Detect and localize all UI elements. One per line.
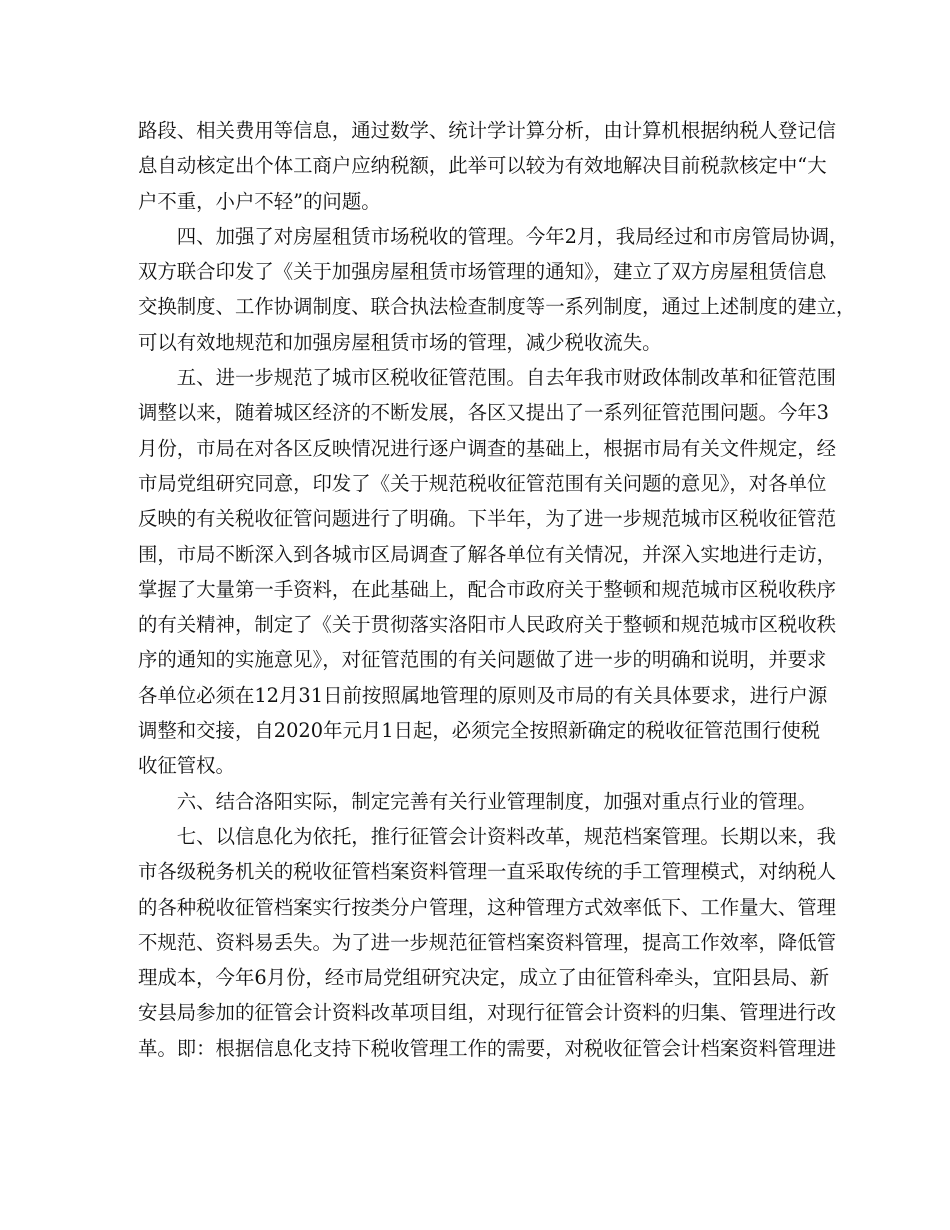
text-line: 双方联合印发了《关于加强房屋租赁市场管理的通知》，建立了双方房屋租赁信息 xyxy=(138,260,827,284)
text-line: 不规范、资料易丢失。为了进一步规范征管档案资料管理，提高工作效率，降低管 xyxy=(138,930,837,954)
text-line: 的有关精神，制定了《关于贯彻落实洛阳市人民政府关于整顿和规范城市区税收秩 xyxy=(138,613,837,637)
text-line: 理成本，今年6月份，经市局党组研究决定，成立了由征管科牵头，宜阳县局、新 xyxy=(138,966,830,990)
text-line: 六、结合洛阳实际，制定完善有关行业管理制度，加强对重点行业的管理。 xyxy=(176,789,817,813)
text-line: 五、进一步规范了城市区税收征管范围。自去年我市财政体制改革和征管范围 xyxy=(176,366,837,390)
text-line: 可以有效地规范和加强房屋租赁市场的管理，减少税收流失。 xyxy=(138,330,662,354)
text-line: 户不重，小户不轻”的问题。 xyxy=(138,189,381,213)
text-line: 市局党组研究同意，印发了《关于规范税收征管范围有关问题的意见》，对各单位 xyxy=(138,471,827,495)
text-line: 路段、相关费用等信息，通过数学、统计学计算分析，由计算机根据纳税人登记信 xyxy=(138,119,837,142)
text-line: 安县局参加的征管会计资料改革项目组，对现行征管会计资料的归集、管理进行改 xyxy=(138,1001,837,1025)
text-line: 四、加强了对房屋租赁市场税收的管理。今年2月，我局经过和市房管局协调， xyxy=(176,224,849,248)
text-line: 革。即：根据信息化支持下税收管理工作的需要，对税收征管会计档案资料管理进 xyxy=(138,1036,837,1060)
text-line: 的各种税收征管档案实行按类分户管理，这种管理方式效率低下、工作量大、管理 xyxy=(138,895,837,919)
text-line: 收征管权。 xyxy=(138,754,235,778)
text-line: 交换制度、工作协调制度、联合执法检查制度等一系列制度，通过上述制度的建立， xyxy=(138,295,856,319)
text-line: 调整和交接，自2020年元月1日起，必须完全按照新确定的税收征管范围行使税 xyxy=(138,719,821,743)
text-line: 掌握了大量第一手资料，在此基础上，配合市政府关于整顿和规范城市区税收秩序 xyxy=(138,577,837,601)
text-line: 调整以来，随着城区经济的不断发展，各区又提出了一系列征管范围问题。今年3 xyxy=(138,401,830,425)
text-line: 七、以信息化为依托，推行征管会计资料改革，规范档案管理。长期以来，我 xyxy=(176,824,837,848)
text-line: 市各级税务机关的税收征管档案资料管理一直采取传统的手工管理模式，对纳税人 xyxy=(138,860,837,884)
text-line: 各单位必须在12月31日前按照属地管理的原则及市局的有关具体要求，进行户源 xyxy=(138,683,828,707)
text-line: 围，市局不断深入到各城市区局调查了解各单位有关情况，并深入实地进行走访， xyxy=(138,542,837,566)
text-line: 反映的有关税收征管问题进行了明确。下半年，为了进一步规范城市区税收征管范 xyxy=(138,507,837,531)
document-body xyxy=(138,113,856,1066)
text-line: 月份，市局在对各区反映情况进行逐户调查的基础上，根据市局有关文件规定，经 xyxy=(138,436,837,460)
text-line: 序的通知的实施意见》，对征管范围的有关问题做了进一步的明确和说明，并要求 xyxy=(138,648,827,672)
text-line: 息自动核定出个体工商户应纳税额，此举可以较为有效地解决目前税款核定中“大 xyxy=(138,154,827,178)
